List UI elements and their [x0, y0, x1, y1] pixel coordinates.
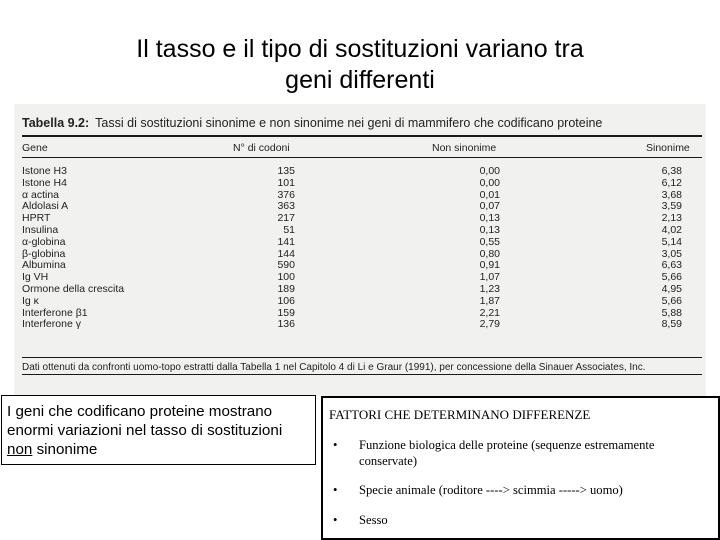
- cell-gene: HPRT: [22, 212, 51, 225]
- factors-box: [321, 396, 720, 540]
- cell-synonymous: 6,38: [661, 165, 682, 177]
- cell-synonymous: 4,02: [661, 223, 682, 236]
- cell-synonymous: 2,13: [661, 212, 682, 225]
- cell-codons: 136: [277, 318, 295, 331]
- cell-nonsynonymous: 2,21: [479, 306, 500, 319]
- cell-nonsynonymous: 1,07: [479, 271, 500, 284]
- cell-synonymous: 3,68: [661, 188, 682, 201]
- table-caption-text: Tassi di sostituzioni sinonime e non sinonime nei geni di mammifero che codificano proteine: [95, 116, 603, 130]
- bullet-icon: •: [333, 483, 338, 497]
- table-row: [22, 272, 702, 284]
- table-body: [22, 166, 702, 331]
- cell-gene: β-globina: [22, 247, 66, 260]
- table-row: [22, 296, 702, 308]
- factor-text: Sesso: [359, 513, 388, 527]
- cell-codons: 144: [277, 247, 295, 260]
- cell-nonsynonymous: 0,00: [479, 176, 500, 189]
- cell-nonsynonymous: 1,87: [479, 294, 500, 307]
- cell-gene: Istone H4: [22, 176, 67, 189]
- summary-text-box: [1, 395, 316, 465]
- cell-nonsynonymous: 0,80: [479, 247, 500, 260]
- cell-codons: 590: [277, 259, 295, 272]
- table-row: [22, 284, 702, 296]
- cell-gene: Interferone γ: [22, 318, 81, 331]
- cell-synonymous: 5,66: [661, 294, 682, 307]
- header-gene: Gene: [22, 142, 48, 154]
- table-row: [22, 213, 702, 225]
- bullet-icon: •: [333, 438, 338, 452]
- slide-title-line-1: Il tasso e il tipo di sostituzioni variano tra: [136, 35, 584, 63]
- table-row: [22, 190, 702, 202]
- slide-title-line-2: geni differenti: [285, 66, 435, 94]
- cell-codons: 363: [277, 200, 295, 213]
- table-footnote-rule: [22, 374, 702, 375]
- cell-synonymous: 3,59: [661, 200, 682, 213]
- cell-nonsynonymous: 0,13: [479, 212, 500, 225]
- cell-gene: Ormone della crescita: [22, 282, 125, 295]
- cell-nonsynonymous: 0,13: [479, 223, 500, 236]
- summary-text-end: sinonime: [32, 441, 98, 458]
- cell-codons: 159: [277, 306, 295, 319]
- table-row: [22, 178, 702, 190]
- cell-codons: 100: [277, 271, 295, 284]
- cell-gene: α-globina: [22, 235, 66, 248]
- table-row: [22, 260, 702, 272]
- cell-codons: 141: [277, 235, 295, 248]
- table-top-rule: [22, 135, 702, 137]
- cell-nonsynonymous: 2,79: [479, 318, 500, 331]
- cell-codons: 376: [277, 188, 295, 201]
- cell-nonsynonymous: 0,91: [479, 259, 500, 272]
- cell-nonsynonymous: 0,01: [479, 188, 500, 201]
- cell-nonsynonymous: 1,23: [479, 282, 500, 295]
- cell-gene: α actina: [22, 188, 60, 201]
- table-row: [22, 249, 702, 261]
- cell-synonymous: 6,12: [661, 176, 682, 189]
- cell-gene: Istone H3: [22, 165, 67, 177]
- summary-underlined-word: non: [7, 441, 33, 458]
- cell-gene: Ig VH: [22, 271, 49, 284]
- cell-synonymous: 5,88: [661, 306, 682, 319]
- cell-synonymous: 3,05: [661, 247, 682, 260]
- bullet-icon: •: [333, 513, 338, 527]
- cell-gene: Insulina: [22, 223, 59, 236]
- table-row: [22, 308, 702, 320]
- cell-codons: 217: [277, 212, 295, 225]
- cell-synonymous: 6,63: [661, 259, 682, 272]
- table-row: [22, 319, 702, 331]
- cell-synonymous: 5,66: [661, 271, 682, 284]
- factors-title: FATTORI CHE DETERMINANO DIFFERENZE: [329, 407, 591, 422]
- cell-codons: 51: [283, 223, 295, 236]
- table-footnote: Dati ottenuti da confronti uomo-topo estratti dalla Tabella 1 nel Capitolo 4 di Li e Graur (1991), per concessione della Sinauer Associates, Inc.: [22, 362, 646, 373]
- cell-gene: Albumina: [22, 259, 66, 272]
- table-row: [22, 237, 702, 249]
- table-header-rule: [22, 157, 702, 158]
- summary-text: I geni che codificano proteine mostrano enormi variazioni nel tasso di sostituzioni: [7, 403, 283, 439]
- cell-gene: Aldolasi A: [22, 200, 69, 213]
- cell-nonsynonymous: 0,07: [479, 200, 500, 213]
- table-label: Tabella 9.2:: [22, 116, 90, 130]
- table-row: [22, 201, 702, 213]
- cell-codons: 189: [277, 282, 295, 295]
- table-row: [22, 225, 702, 237]
- header-synonymous: Sinonime: [646, 142, 690, 154]
- factor-text: Specie animale (roditore ----> scimmia -----> uomo): [359, 483, 623, 497]
- slide-title: [0, 34, 720, 96]
- cell-gene: Ig κ: [22, 294, 39, 307]
- cell-codons: 101: [277, 176, 295, 189]
- header-codons: N° di codoni: [233, 142, 290, 154]
- table-row: [22, 166, 702, 178]
- cell-codons: 106: [277, 294, 295, 307]
- cell-nonsynonymous: 0,00: [479, 165, 500, 177]
- cell-synonymous: 4,95: [661, 282, 682, 295]
- header-nonsynonymous: Non sinonime: [432, 142, 497, 154]
- cell-gene: Interferone β1: [22, 306, 88, 319]
- table-caption: [22, 116, 602, 130]
- cell-synonymous: 8,59: [661, 318, 682, 331]
- factor-text: Funzione biologica delle proteine (sequenze estremamente conservate): [359, 438, 655, 468]
- cell-synonymous: 5,14: [661, 235, 682, 248]
- cell-codons: 135: [277, 165, 295, 177]
- cell-nonsynonymous: 0,55: [479, 235, 500, 248]
- table-bottom-rule: [22, 357, 702, 358]
